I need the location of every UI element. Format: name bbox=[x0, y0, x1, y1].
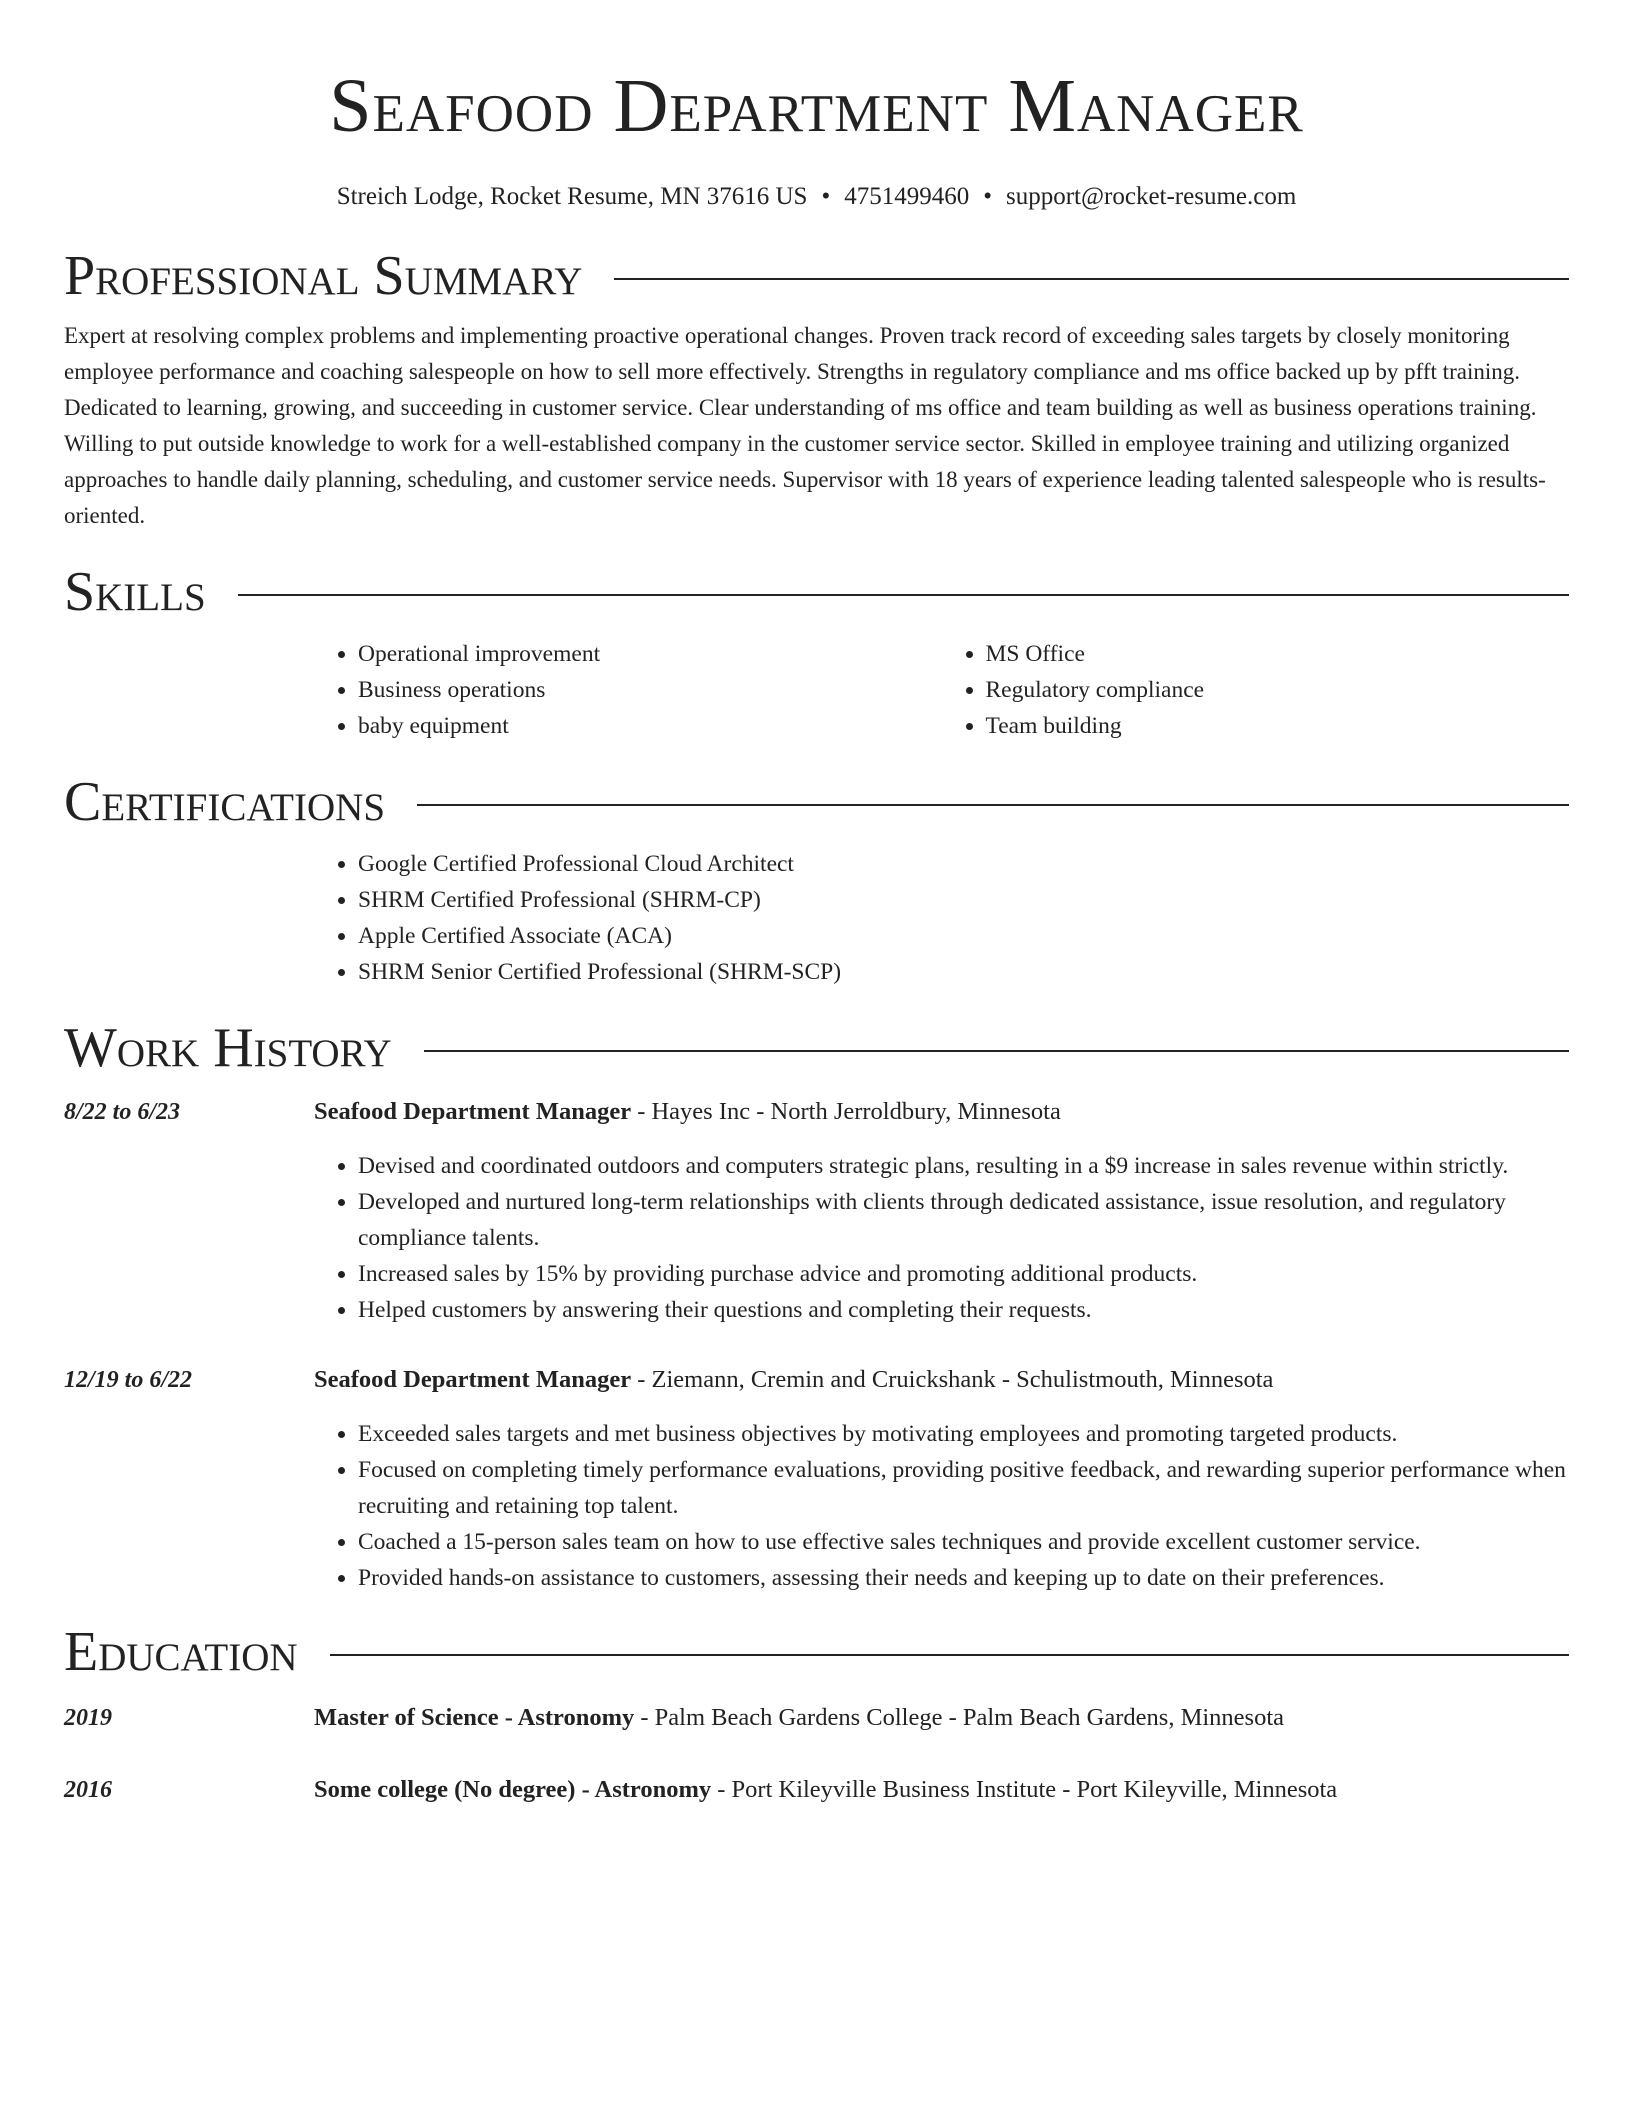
skills-heading bbox=[64, 560, 1569, 624]
resume-page bbox=[64, 0, 1569, 1808]
work-entry-title: Seafood Department Manager bbox=[314, 1366, 632, 1393]
contact-line bbox=[64, 180, 1569, 214]
certification-item: • Apple Certified Associate (ACA) bbox=[358, 918, 1569, 954]
work-entry-date: 8/22 to 6/23 bbox=[64, 1099, 181, 1125]
education-entry-body bbox=[314, 1700, 1569, 1736]
certifications-heading bbox=[64, 770, 1569, 834]
education-entry bbox=[64, 1700, 1569, 1736]
certifications-list bbox=[314, 846, 1569, 990]
education-entry-body bbox=[314, 1772, 1569, 1808]
skill-item: • Team building bbox=[986, 708, 1570, 744]
work-entry-title: Seafood Department Manager bbox=[314, 1098, 632, 1125]
contact-email[interactable]: support@rocket-resume.com bbox=[1006, 183, 1297, 210]
contact-separator: • bbox=[821, 183, 831, 210]
work-entry-body bbox=[314, 1094, 1569, 1328]
work-bullet: • Devised and coordinated outdoors and computers strategic plans, resulting in a $9 increase in sales revenue within strictly. bbox=[358, 1148, 1569, 1184]
skill-item: • baby equipment bbox=[358, 708, 942, 744]
education-heading bbox=[64, 1620, 1569, 1684]
summary-heading-label: Professional Summary bbox=[64, 245, 583, 307]
section-divider bbox=[614, 278, 1569, 280]
skill-item: • MS Office bbox=[986, 636, 1570, 672]
section-divider bbox=[330, 1654, 1569, 1656]
education-heading-label: Education bbox=[64, 1621, 298, 1683]
skill-item: • Operational improvement bbox=[358, 636, 942, 672]
work-bullet: • Exceeded sales targets and met business objectives by motivating employees and promoting targeted products. bbox=[358, 1416, 1569, 1452]
work-history-heading bbox=[64, 1016, 1569, 1080]
work-entry bbox=[64, 1362, 1569, 1596]
certification-item: • SHRM Certified Professional (SHRM-CP) bbox=[358, 882, 1569, 918]
work-entry-body bbox=[314, 1362, 1569, 1596]
education-entry-year: 2016 bbox=[64, 1777, 112, 1803]
skill-item: • Regulatory compliance bbox=[986, 672, 1570, 708]
work-bullet: • Focused on completing timely performance evaluations, providing positive feedback, and rewarding superior performance when recruiting and retaining top talent. bbox=[358, 1452, 1569, 1524]
summary-heading bbox=[64, 244, 1569, 308]
work-entry-bullets bbox=[314, 1416, 1569, 1596]
certification-item: • Google Certified Professional Cloud Architect bbox=[358, 846, 1569, 882]
skills-column-right bbox=[942, 636, 1570, 744]
work-bullet: • Developed and nurtured long-term relationships with clients through dedicated assistance, issue resolution, and regulatory compliance talents. bbox=[358, 1184, 1569, 1256]
section-divider bbox=[238, 594, 1569, 596]
skill-item: • Business operations bbox=[358, 672, 942, 708]
work-entry-title-line bbox=[314, 1094, 1569, 1130]
work-entry-employer: - Hayes Inc - North Jerroldbury, Minnesota bbox=[631, 1098, 1061, 1125]
summary-text: Expert at resolving complex problems and implementing proactive operational changes. Proven track record of exceeding sales targets by closely monitoring employee performance and coaching salespeople on how to sell more effectively. Strengths in regulatory compliance and ms office backed up by pfft training. Dedicated to learning, growing, and succeeding in customer service. Clear understanding of ms office and team building as well as business operations training. Willing to put outside knowledge to work for a well-established company in the customer service sector. Skilled in employee training and utilizing organized approaches to handle daily planning, scheduling, and customer service needs. Supervisor with 18 years of experience leading talented salespeople who is results-oriented. bbox=[64, 323, 1546, 528]
work-bullet: • Coached a 15-person sales team on how to use effective sales techniques and provide excellent customer service. bbox=[358, 1524, 1569, 1560]
work-entry-bullets bbox=[314, 1148, 1569, 1328]
certifications-heading-label: Certifications bbox=[64, 771, 386, 833]
contact-address: Streich Lodge, Rocket Resume, MN 37616 US bbox=[336, 183, 808, 210]
work-bullet: • Increased sales by 15% by providing purchase advice and promoting additional products. bbox=[358, 1256, 1569, 1292]
education-entry-line bbox=[314, 1772, 1569, 1808]
contact-phone[interactable]: 4751499460 bbox=[844, 183, 970, 210]
contact-separator: • bbox=[983, 183, 992, 210]
work-entry bbox=[64, 1094, 1569, 1328]
work-history-heading-label: Work History bbox=[64, 1017, 392, 1079]
education-entry-school: - Palm Beach Gardens College - Palm Beach Gardens, Minnesota bbox=[634, 1704, 1285, 1731]
work-entry-date: 12/19 to 6/22 bbox=[64, 1367, 193, 1393]
section-divider bbox=[417, 804, 1569, 806]
candidate-name: Seafood Department Manager bbox=[329, 64, 1304, 148]
certification-item: • SHRM Senior Certified Professional (SHRM-SCP) bbox=[358, 954, 1569, 990]
skills-list bbox=[314, 636, 1569, 744]
work-bullet: • Provided hands-on assistance to customers, assessing their needs and keeping up to date on their preferences. bbox=[358, 1560, 1569, 1596]
education-entry bbox=[64, 1772, 1569, 1808]
education-entry-line bbox=[314, 1700, 1569, 1736]
skills-heading-label: Skills bbox=[64, 561, 206, 623]
section-divider bbox=[424, 1050, 1569, 1052]
education-entry-year: 2019 bbox=[64, 1705, 112, 1731]
work-entry-employer: - Ziemann, Cremin and Cruickshank - Schulistmouth, Minnesota bbox=[631, 1366, 1274, 1393]
education-entry-degree: Some college (No degree) - Astronomy bbox=[314, 1776, 712, 1803]
education-entry-degree: Master of Science - Astronomy bbox=[314, 1704, 635, 1731]
skills-column-left bbox=[314, 636, 942, 744]
work-bullet: • Helped customers by answering their questions and completing their requests. bbox=[358, 1292, 1569, 1328]
work-entry-title-line bbox=[314, 1362, 1569, 1398]
education-entry-school: - Port Kileyville Business Institute - Port Kileyville, Minnesota bbox=[711, 1776, 1338, 1803]
